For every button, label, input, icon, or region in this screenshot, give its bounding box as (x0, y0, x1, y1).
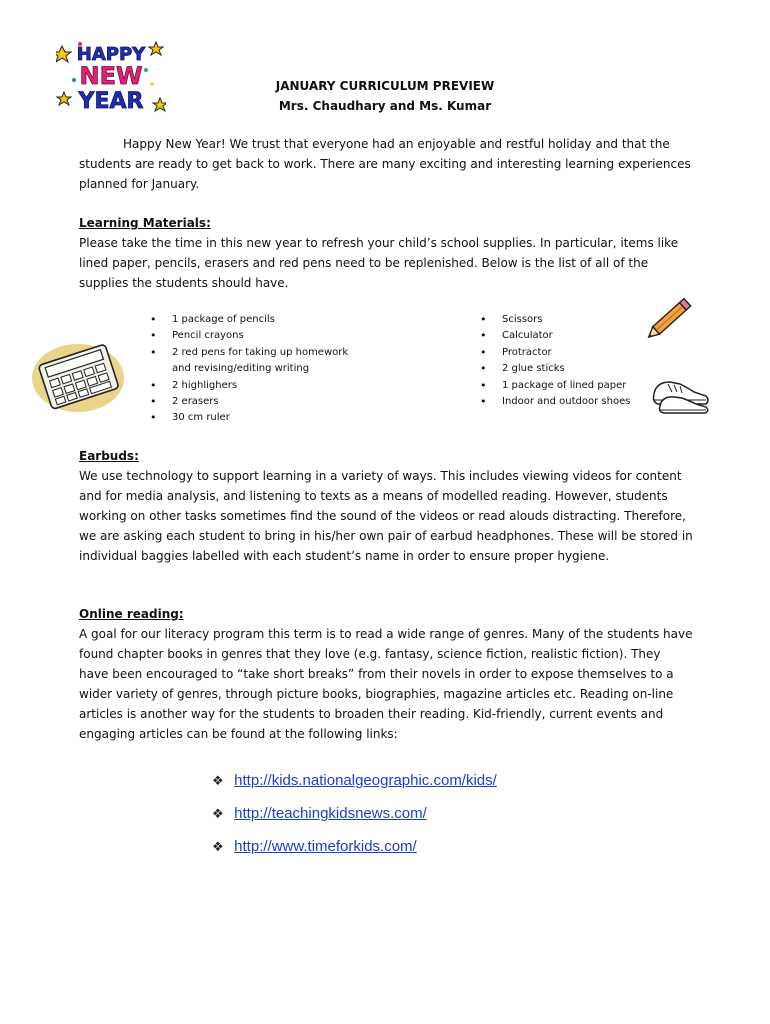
learning-materials-heading: Learning Materials: (79, 216, 211, 230)
links-list (212, 764, 497, 863)
list-item: • 1 package of lined paper (480, 378, 650, 394)
link-teaching-kids-news[interactable]: http://teachingkidsnews.com/ (234, 805, 427, 822)
list-item: • Indoor and outdoor shoes (480, 394, 650, 410)
link-national-geographic-kids[interactable]: http://kids.nationalgeographic.com/kids/ (234, 772, 497, 789)
list-item: • Scissors (480, 312, 650, 328)
list-item: • 30 cm ruler (150, 410, 360, 426)
learning-materials-paragraph: Please take the time in this new year to refresh your child’s school supplies. In particular, items like lined paper, pencils, erasers and red pens need to be replenished. Below is the list of all of the supplies the students should have. (79, 236, 679, 290)
list-item: • Protractor (480, 345, 650, 361)
earbuds-heading: Earbuds: (79, 449, 139, 463)
logo-line-2: NEW (79, 62, 143, 90)
list-item (212, 764, 497, 797)
online-reading-paragraph: A goal for our literacy program this term is to read a wide range of genres. Many of the students have found chapter books in genres that they love (e.g. fantasy, science fiction, realistic fiction). They have been encouraged to “take short breaks” from their novels in order to expose themselves to a wider variety of genres, through picture books, biographies, magazine articles etc. Reading on-line articles is another way for the students to broaden their reading. Kid-friendly, current events and engaging articles can be found at the following links: (79, 627, 693, 741)
link-time-for-kids[interactable]: http://www.timeforkids.com/ (234, 838, 417, 855)
logo-line-3: YEAR (78, 89, 144, 114)
list-item: • 1 package of pencils (150, 312, 360, 328)
online-reading-heading: Online reading: (79, 607, 184, 621)
diamond-bullet-icon: ❖ (212, 806, 224, 821)
list-item: • Pencil crayons (150, 328, 360, 344)
supplies-list-right (480, 312, 650, 410)
list-item (212, 797, 497, 830)
calculator-clipart (28, 336, 128, 416)
intro-paragraph: Happy New Year! We trust that everyone had an enjoyable and restful holiday and that the students are ready to get back to work. There are many exciting and interesting learning experiences planned for January. (79, 137, 691, 191)
list-item: • 2 glue sticks (480, 361, 650, 377)
earbuds-paragraph: We use technology to support learning in a variety of ways. This includes viewing videos for content and for media analysis, and listening to texts as a means of modelled reading. However, students working on other tasks sometimes find the sound of the videos or read alouds distracting. Therefore, we are asking each student to bring in his/her own pair of earbud headphones. These will be stored in individual baggies labelled with each student’s name in order to ensure proper hygiene. (79, 469, 693, 563)
teacher-names: Mrs. Chaudhary and Ms. Kumar (278, 99, 492, 113)
list-item: • 2 erasers (150, 394, 360, 410)
list-item: • 2 highlighers (150, 378, 360, 394)
list-item (212, 830, 497, 863)
list-item: • 2 red pens for taking up homework and revising/editing writing (150, 345, 360, 378)
supplies-list-left (150, 312, 360, 427)
diamond-bullet-icon: ❖ (212, 773, 224, 788)
diamond-bullet-icon: ❖ (212, 839, 224, 854)
shoes-clipart (650, 370, 712, 414)
pencil-clipart (645, 292, 697, 342)
document-title: JANUARY CURRICULUM PREVIEW (275, 79, 495, 93)
list-item: • Calculator (480, 328, 650, 344)
logo-line-1: HAPPY (76, 44, 146, 65)
document-header (0, 76, 770, 116)
